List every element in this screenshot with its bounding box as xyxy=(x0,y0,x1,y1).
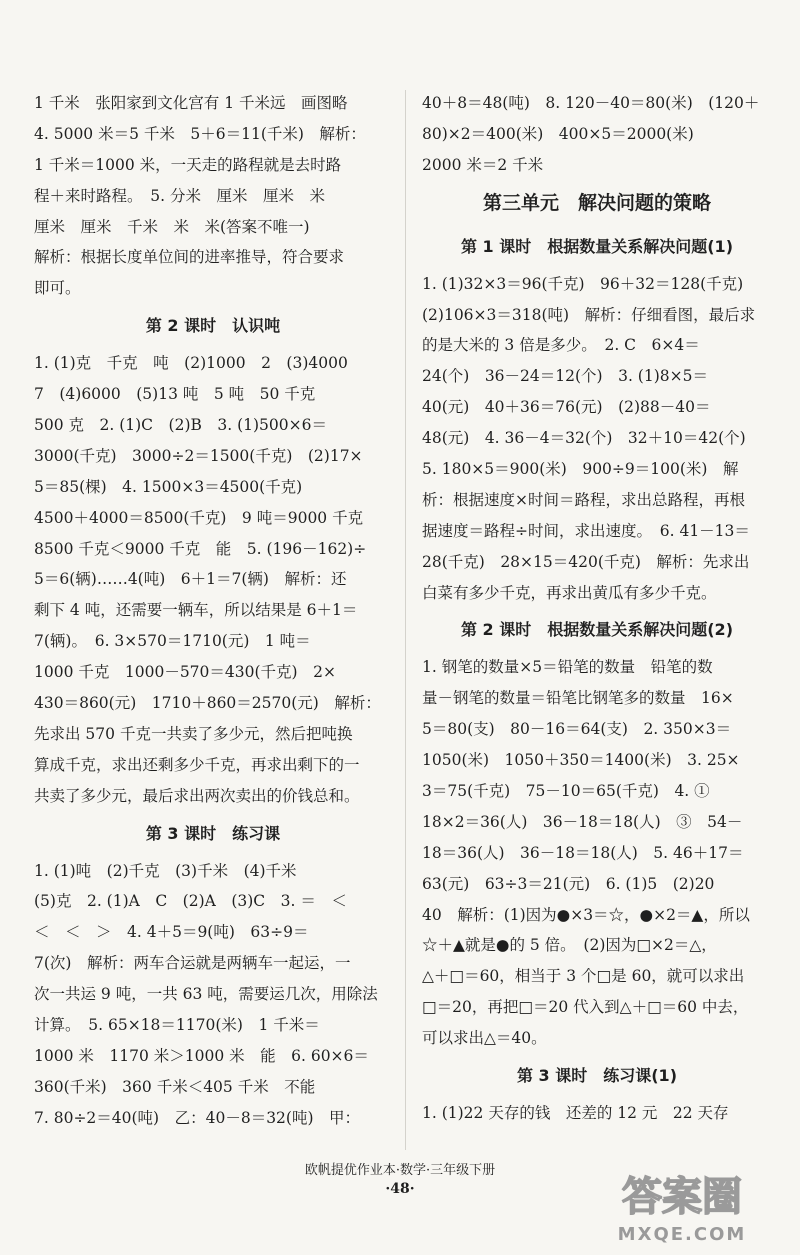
text-line: 5＝85(棵) 4. 1500×3＝4500(千克) xyxy=(34,477,303,496)
text-line: 共卖了多少元，最后求出两次卖出的价钱总和。 xyxy=(34,786,360,805)
watermark-url: MXQE.COM xyxy=(617,1224,747,1245)
text-line: ☆＋▲就是●的 5 倍。 (2)因为□×2＝△， xyxy=(422,936,717,955)
text-line: 白菜有多少千克，再求出黄瓜有多少千克。 xyxy=(422,583,717,602)
text-line: (2)106×3＝318(吨) 解析：仔细看图，最后求 xyxy=(422,305,756,324)
lesson-heading: 第 3 课时 练习课 xyxy=(145,823,281,843)
text-line: 40＋8＝48(吨) 8. 120－40＝80(米) (120＋ xyxy=(422,94,760,112)
text-line: 1000 米 1170 米＞1000 米 能 6. 60×6＝ xyxy=(34,1046,369,1065)
text-line: 先求出 570 千克一共卖了多少元，然后把吨换 xyxy=(34,724,353,743)
text-line: 24(个) 36－24＝12(个) 3. (1)8×5＝ xyxy=(422,367,708,386)
text-line: 计算。 5. 65×18＝1170(米) 1 千米＝ xyxy=(34,1016,320,1035)
text-line: 360(千米) 360 千米＜405 千米 不能 xyxy=(34,1077,316,1096)
text-line: 18＝36(人) 36－18＝18(人) 5. 46＋17＝ xyxy=(422,843,744,862)
text-line: ＜ ＜ ＞ 4. 4＋5＝9(吨) 63÷9＝ xyxy=(34,923,309,942)
text-line: 2000 米＝2 千米 xyxy=(422,155,544,174)
text-line: 1. (1)32×3＝96(千克) 96＋32＝128(千克) xyxy=(422,274,744,293)
text-line: 80)×2＝400(米) 400×5＝2000(米) xyxy=(422,124,694,143)
text-line: 解析：根据长度单位间的进率推导，符合要求 xyxy=(34,248,345,267)
text-line: 析：根据速度×时间＝路程，求出总路程，再根 xyxy=(422,490,745,509)
text-line: 1 千米＝1000 米，一天走的路程就是去时路 xyxy=(34,155,342,174)
column-divider xyxy=(405,90,406,1150)
text-line: 的是大米的 3 倍是多少。 2. C 6×4＝ xyxy=(422,336,700,355)
text-line: 1. 钢笔的数量×5＝铅笔的数量 铅笔的数 xyxy=(422,658,713,677)
text-line: 18×2＝36(人) 36－18＝18(人) ③ 54－ xyxy=(422,812,743,831)
text-line: 4500＋4000＝8500(千克) 9 吨＝9000 千克 xyxy=(34,508,364,527)
text-line: 可以求出△＝40。 xyxy=(422,1029,547,1048)
lesson-heading: 第 1 课时 根据数量关系解决问题(1) xyxy=(460,236,734,256)
text-line: 1 千米 张阳家到文化宫有 1 千米远 画图略 xyxy=(34,94,348,112)
text-line: 3＝75(千克) 75－10＝65(千克) 4. ① xyxy=(422,782,710,801)
text-line: 430＝860(元) 1710＋860＝2570(元) 解析： xyxy=(34,694,381,713)
text-line: 5＝6(辆)……4(吨) 6＋1＝7(辆) 解析：还 xyxy=(34,570,347,589)
watermark-text: 答案圈 xyxy=(622,1174,742,1220)
text-line: 量－钢笔的数量＝铅笔比钢笔多的数量 16× xyxy=(422,689,734,708)
left-column xyxy=(34,88,392,1134)
text-line: 剩下 4 吨，还需要一辆车，所以结果是 6＋1＝ xyxy=(34,601,358,620)
watermark-logo xyxy=(582,1168,782,1248)
lesson-heading: 第 3 课时 练习课(1) xyxy=(516,1066,678,1086)
text-line: 40(元) 40＋36＝76(元) (2)88－40＝ xyxy=(422,398,711,417)
text-line: 7(辆)。 6. 3×570＝1710(元) 1 吨＝ xyxy=(34,632,311,651)
text-line: 即可。 xyxy=(34,279,81,298)
right-column xyxy=(422,88,772,1129)
text-line: 40 解析：(1)因为●×3＝☆，●×2＝▲，所以 xyxy=(422,905,750,924)
footer-book-title: 欧帆提优作业本·数学·三年级下册 xyxy=(304,1163,496,1178)
text-line: 3000(千克) 3000÷2＝1500(千克) (2)17× xyxy=(34,446,363,465)
text-line: △＋□＝60，相当于 3 个□是 60，就可以求出 xyxy=(422,967,745,986)
text-line: 1. (1)22 天存的钱 还差的 12 元 22 天存 xyxy=(422,1104,729,1123)
text-line: 厘米 厘米 千米 米 米(答案不唯一) xyxy=(34,217,310,236)
text-line: 程＋来时路程。 5. 分米 厘米 厘米 米 xyxy=(34,186,325,205)
text-line: 1. (1)克 千克 吨 (2)1000 2 (3)4000 xyxy=(34,354,348,373)
text-line: 63(元) 63÷3＝21(元) 6. (1)5 (2)20 xyxy=(422,874,715,893)
text-line: 1050(米) 1050＋350＝1400(米) 3. 25× xyxy=(422,751,740,770)
text-line: 48(元) 4. 36－4＝32(个) 32＋10＝42(个) xyxy=(422,429,746,448)
lesson-heading: 第 2 课时 根据数量关系解决问题(2) xyxy=(460,620,734,640)
unit-heading: 第三单元 解决问题的策略 xyxy=(482,191,711,214)
text-line: 5. 180×5＝900(米) 900÷9＝100(米) 解 xyxy=(422,460,739,479)
text-line: (5)克 2. (1)A C (2)A (3)C 3. ＝ ＜ xyxy=(34,892,347,911)
text-line: 5＝80(支) 80－16＝64(支) 2. 350×3＝ xyxy=(422,720,732,739)
text-line: 据速度＝路程÷时间，求出速度。 6. 41－13＝ xyxy=(422,521,750,540)
text-line: 7(次) 解析：两车合运就是两辆车一起运，一 xyxy=(34,954,351,973)
text-line: 7. 80÷2＝40(吨) 乙：40－8＝32(吨) 甲： xyxy=(34,1108,361,1127)
lesson-heading: 第 2 课时 认识吨 xyxy=(145,316,281,336)
text-line: 500 克 2. (1)C (2)B 3. (1)500×6＝ xyxy=(34,416,327,435)
text-line: 8500 千克＜9000 千克 能 5. (196－162)÷ xyxy=(34,539,367,558)
text-line: 4. 5000 米＝5 千米 5＋6＝11(千米) 解析： xyxy=(34,124,366,143)
text-line: 算成千克，求出还剩多少千克，再求出剩下的一 xyxy=(34,755,360,774)
footer-page-number: ·48· xyxy=(385,1181,415,1197)
text-line: 28(千克) 28×15＝420(千克) 解析：先求出 xyxy=(422,552,750,571)
text-line: □＝20，再把□＝20 代入到△＋□＝60 中去， xyxy=(422,998,749,1017)
text-line: 1. (1)吨 (2)千克 (3)千米 (4)千米 xyxy=(34,861,297,880)
text-line: 7 (4)6000 (5)13 吨 5 吨 50 千克 xyxy=(34,385,316,404)
text-line: 1000 千克 1000－570＝430(千克) 2× xyxy=(34,663,336,682)
text-line: 次一共运 9 吨，一共 63 吨，需要运几次，用除法 xyxy=(34,985,378,1004)
